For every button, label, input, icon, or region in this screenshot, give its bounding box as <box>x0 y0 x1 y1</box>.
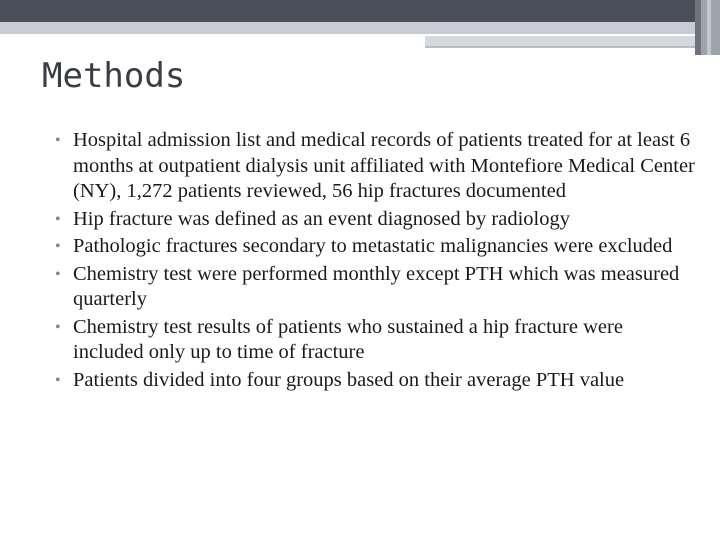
header-light-bar <box>0 22 720 34</box>
bullet-text: Chemistry test results of patients who sustained a hip fracture were included only up to time of fracture <box>73 315 623 363</box>
bullet-text: Chemistry test were performed monthly except PTH which was measured quarterly <box>73 262 680 310</box>
bullet-dot-icon: • <box>55 265 61 283</box>
bullet-text: Pathologic fractures secondary to metastatic malignancies were excluded <box>73 235 673 257</box>
header-accent-line <box>425 46 695 48</box>
bullet-item <box>55 262 695 313</box>
bullet-dot-icon: • <box>55 371 61 389</box>
bullet-dot-icon: • <box>55 238 61 255</box>
bullet-list <box>55 128 695 395</box>
bullet-item <box>55 234 695 260</box>
bullet-dot-icon: • <box>55 210 61 228</box>
bullet-item <box>55 207 695 233</box>
slide-title: Methods <box>42 56 186 96</box>
bullet-item <box>55 368 695 394</box>
bullet-item <box>55 128 695 205</box>
bullet-text: Patients divided into four groups based on their average PTH value <box>73 368 625 391</box>
corner-strip-light <box>707 0 711 55</box>
header-dark-bar <box>0 0 720 22</box>
bullet-dot-icon: • <box>55 132 61 149</box>
bullet-text: Hip fracture was defined as an event diagnosed by radiology <box>73 207 570 230</box>
bullet-text: Hospital admission list and medical records of patients treated for at least 6 months at outpatient dialysis unit affiliated with Montefiore Medical Center (NY), 1,272 patients reviewed, 56 hip fractures documented <box>73 129 695 202</box>
bullet-dot-icon: • <box>55 318 61 336</box>
header-accent-bar <box>425 36 695 46</box>
corner-strip-dark <box>695 0 701 55</box>
bullet-item <box>55 315 695 366</box>
